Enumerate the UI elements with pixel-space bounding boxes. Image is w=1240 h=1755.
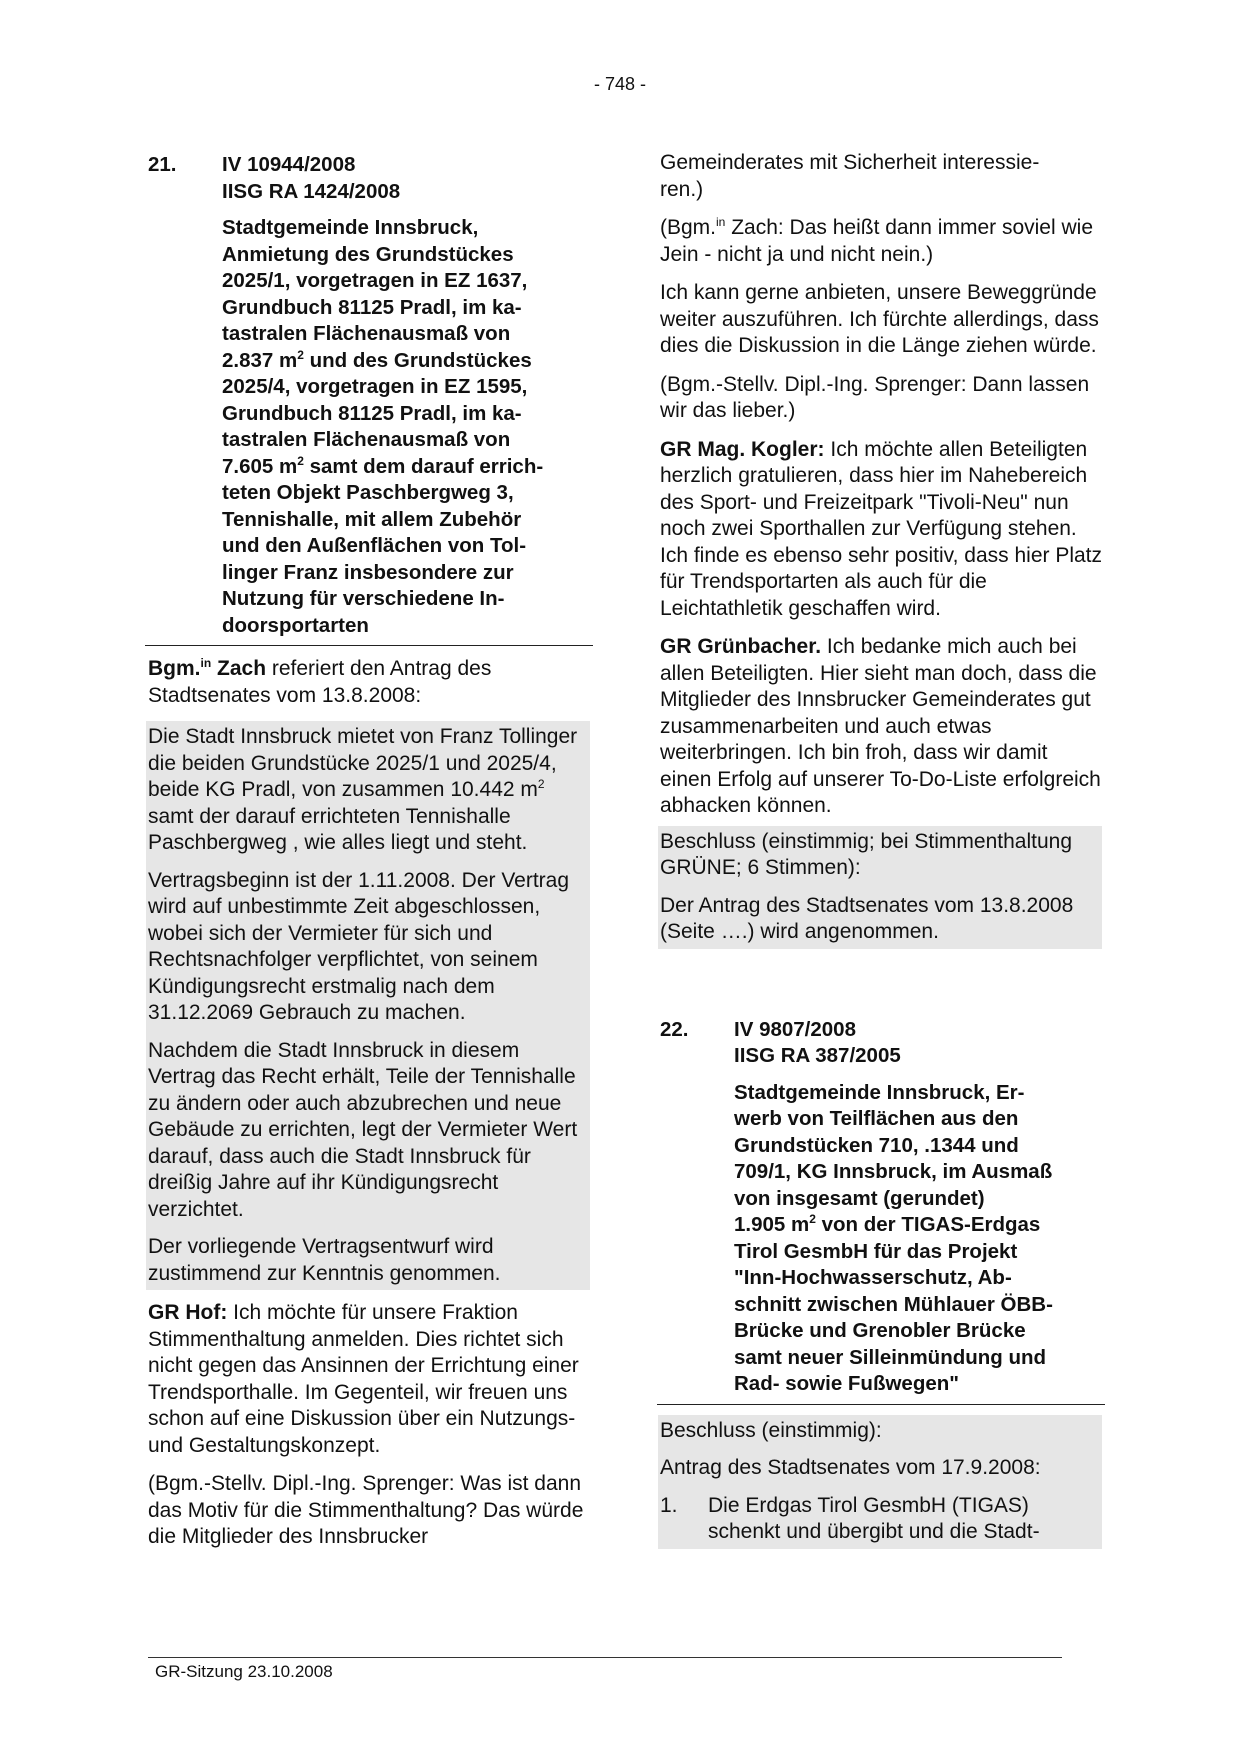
continued-interjection: Gemeinderates mit Sicherheit interessie- ren.) (660, 151, 1040, 201)
interjection-text: Zach: Das heißt dann immer soviel wie Jein - nicht ja und nicht nein.) (660, 216, 1093, 266)
title-line: Tirol GesmbH für das Projekt (734, 1239, 1018, 1263)
resolution-text: Der Antrag des Stadtsenates vom 13.8.2008 (Seite ….) wird angenommen. (660, 893, 1074, 943)
left-column (148, 152, 590, 1551)
title-line: tastralen Flächenausmaß von (222, 322, 511, 345)
motion-paragraph: Nachdem die Stadt Innsbruck in diesem Vertrag das Recht erhält, Teile der Tennishalle zu ändern oder auch abzubrechen und neue Gebäude zu errichten, legt der Vermieter Wert darauf, dass auch die Stadt Innsbruck für dreißig Jahre auf ihr Kündigungsrecht verzichtet. (148, 1038, 578, 1221)
agenda-item-21-header (148, 152, 590, 639)
speaker-name: GR Grünbacher. (660, 635, 822, 658)
speaker-paragraph (660, 437, 1102, 623)
motion-text: Die Stadt Innsbruck mietet von Franz Tollinger die beiden Grundstücke 2025/1 und 2025/4, beide KG Pradl, von zusammen 10.442 m (148, 725, 578, 801)
reference-number: IV 10944/2008 (222, 153, 356, 176)
agenda-item-title (734, 1080, 1102, 1398)
title-line: Stadtgemeinde Innsbruck, Er- (734, 1080, 1025, 1104)
speaker-paragraph (660, 634, 1102, 820)
title-line: Stadtgemeinde Innsbruck, (222, 216, 479, 239)
title-line: Grundbuch 81125 Pradl, im ka- (222, 295, 522, 319)
resolution-block (658, 1415, 1102, 1549)
interjection-paragraph (660, 215, 1102, 268)
title-line: Rad- sowie Fußwegen" (734, 1372, 959, 1395)
title-line: werb von Teilflächen aus den (734, 1107, 1019, 1130)
footer-divider (148, 1657, 1062, 1658)
title-line: 2025/1, vorgetragen in EZ 1637, (222, 269, 528, 292)
section-divider (657, 1404, 1105, 1405)
title-line: doorsportarten (222, 613, 369, 637)
agenda-item-title (222, 215, 590, 639)
footer-text: GR-Sitzung 23.10.2008 (155, 1662, 333, 1681)
agenda-item-22-header (660, 1017, 1102, 1398)
speaker-name: GR Mag. Kogler: (660, 437, 825, 461)
list-number: 1. (660, 1493, 678, 1517)
superscript: in (200, 656, 212, 670)
reference-number: IISG RA 387/2005 (734, 1044, 901, 1067)
title-line: 1.905 $m^2$ von der TIGAS-Erdgas (734, 1212, 1041, 1236)
title-line: Grundbuch 81125 Pradl, im ka- (222, 401, 522, 425)
motion-text-block (146, 721, 590, 1290)
title-line: linger Franz insbesondere zur (222, 560, 514, 584)
speaker-name: GR Hof: (148, 1301, 228, 1324)
resolution-block (658, 826, 1102, 949)
list-item (660, 1493, 1100, 1546)
speaker-name: Zach (217, 657, 267, 680)
interjection-text: (Bgm. (660, 216, 717, 239)
speaker-text: Ich bedanke mich auch bei allen Beteiligten. Hier sieht man doch, dass die Mitglieder des Innsbrucker Gemeinderates gut zusammenarbeiten und auch etwas weiterbringen. Ich bin froh, dass wir damit einen Erfolg auf unserer To-Do-Liste erfolgreich abhacken können. (660, 635, 1101, 817)
title-line: schnitt zwischen Mühlauer ÖBB- (734, 1292, 1053, 1316)
speaker-text: referiert den Antrag des Stadtsenates vom 13.8.2008: (148, 657, 492, 707)
page-number: - 748 - (593, 74, 647, 94)
reference-number: IV 9807/2008 (734, 1017, 856, 1041)
title-line: von insgesamt (gerundet) (734, 1186, 985, 1210)
speaker-text: Ich möchte allen Beteiligten herzlich gratulieren, dass hier im Nahebereich des Sport- und Freizeitpark "Tivoli-Neu" nun noch zwei Sporthallen zur Verfügung stehen. Ich finde es ebenso sehr positiv, dass hier Platz für Trendsportarten als auch für die Leichtathletik geschaffen wird. (660, 437, 1103, 620)
title-line: 2.837 $m^2$ und des Grundstückes (222, 347, 532, 372)
resolution-heading: Beschluss (einstimmig; bei Stimmenthaltung GRÜNE; 6 Stimmen): (660, 829, 1073, 879)
superscript: 2 (537, 777, 545, 791)
motion-paragraph: Vertragsbeginn ist der 1.11.2008. Der Vertrag wird auf unbestimmte Zeit abgeschlossen, wobei sich der Vermieter für sich und Rechtsnachfolger verpflichtet, von seinem Kündigungsrecht erstmalig nach dem 31.12.2069 Gebrauch zu machen. (148, 868, 570, 1024)
right-column (660, 150, 1102, 1549)
agenda-item-number: 21. (148, 153, 177, 176)
speaker-title: Bgm. (148, 657, 201, 680)
motion-text: samt der darauf errichteten Tennishalle Paschbergweg , wie alles liegt und steht. (148, 804, 528, 854)
title-line: Grundstücken 710, .1344 und (734, 1133, 1019, 1157)
section-divider (145, 645, 593, 646)
title-line: "Inn-Hochwasserschutz, Ab- (734, 1266, 1012, 1289)
title-line: tastralen Flächenausmaß von (222, 428, 511, 451)
speaker-paragraph (148, 1300, 590, 1459)
title-line: 2025/4, vorgetragen in EZ 1595, (222, 375, 528, 398)
speaker-paragraph: Ich kann gerne anbieten, unsere Beweggründe weiter auszuführen. Ich fürchte allerdings, dass dies die Diskussion in die Länge ziehen würde. (660, 281, 1099, 357)
agenda-item-number: 22. (660, 1017, 689, 1041)
speaker-paragraph (148, 656, 590, 709)
title-line: Brücke und Grenobler Brücke (734, 1319, 1026, 1342)
title-line: teten Objekt Paschbergweg 3, (222, 481, 514, 504)
superscript: in (716, 215, 726, 229)
reference-number: IISG RA 1424/2008 (222, 179, 401, 203)
list-text: Die Erdgas Tirol GesmbH (TIGAS) schenkt und übergibt und die Stadt- (708, 1493, 1040, 1543)
title-line: Nutzung für verschiedene In- (222, 587, 505, 610)
title-line: samt neuer Silleinmündung und (734, 1345, 1047, 1369)
interjection-paragraph: (Bgm.-Stellv. Dipl.-Ing. Sprenger: Dann lassen wir das lieber.) (660, 372, 1090, 422)
title-line: und den Außenflächen von Tol- (222, 534, 527, 557)
interjection-paragraph: (Bgm.-Stellv. Dipl.-Ing. Sprenger: Was ist dann das Motiv für die Stimmenthaltung? Das würde die Mitglieder des Innsbrucker (148, 1472, 584, 1548)
speaker-text: Ich möchte für unsere Fraktion Stimmenthaltung anmelden. Dies richtet sich nicht gegen das Ansinnen der Errichtung einer Trendsporthalle. Im Gegenteil, wir freuen uns schon auf eine Diskussion über ein Nutzungs- und Gestaltungskonzept. (148, 1301, 579, 1457)
title-line: 709/1, KG Innsbruck, im Ausmaß (734, 1160, 1053, 1183)
motion-intro: Antrag des Stadtsenates vom 17.9.2008: (660, 1456, 1041, 1479)
resolution-heading: Beschluss (einstimmig): (660, 1418, 882, 1442)
motion-paragraph: Der vorliegende Vertragsentwurf wird zustimmend zur Kenntnis genommen. (148, 1235, 501, 1285)
title-line: 7.605 $m^2$ samt dem darauf errich- (222, 453, 544, 478)
motion-paragraph (148, 724, 588, 857)
title-line: Anmietung des Grundstückes (222, 242, 514, 266)
title-line: Tennishalle, mit allem Zubehör (222, 507, 522, 531)
